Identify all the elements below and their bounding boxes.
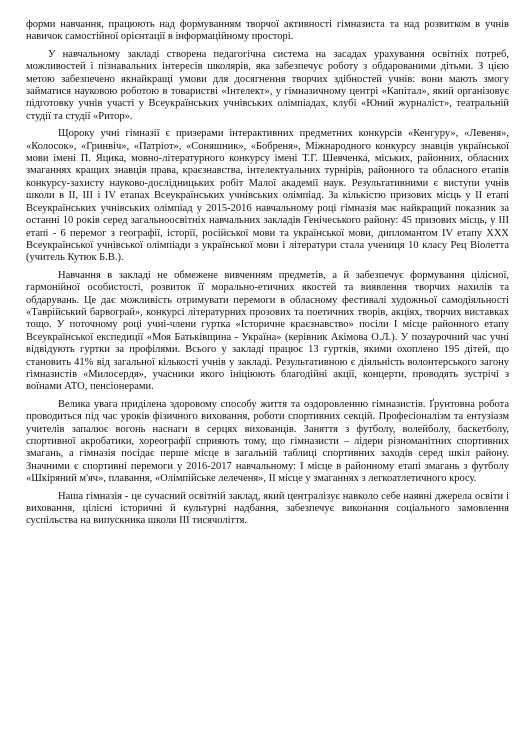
paragraph-health-sports: Велика увага приділена здоровому способу життя та оздоровленню гімназистів. Ґрунтовна робота проводиться під час уроків фізичного виховання, роботи спортивних секцій. Професіоналізм та ентузіазм учителів запалює вогонь наснаги в серцях вихованців. Заняття з футболу, волейболу, баскетболу, спортивної акробатики, хореографії сприяють тому, що гімназисти – лідери різноманітних спортивних змагань, а гімназія посідає перше місце в загальній таблиці спортивних заходів серед шкіл району. Значними є спортивні перемоги у 2016-2017 навчальному: І місце в районному етапі змагань з футболу «Шкіряний м'яч», плавання, «Олімпійське лелеченя», ІІ місце у змаганнях з легкоатлетичного кросу. — [26, 398, 509, 485]
paragraph-pedagogical-system: У навчальному закладі створена педагогічна система на засадах урахування освітніх потреб, можливостей і пізнавальних інтересів школярів, яка забезпечує роботу з обдарованими дітьми. З цією метою забезпечено якнайкращі умови для досягнення творчих здібностей учнів: вони мають змогу займатися науковою роботою в товаристві «Інтелект», у гімназичному центрі «Капітал», який організовує підготовку учнів участі у Всеукраїнських учнівських олімпіадах, клубі «Юний журналіст», театральній студії та студії «Ритор». — [26, 48, 509, 122]
paragraph-education-development: Навчання в закладі не обмежене вивченням предметів, а й забезпечує формування цілісної, гармонійної особистості, розвиток її морально-етичних якостей та виявлення творчих нахилів та обдарувань. Це дає можливість отримувати перемоги в обласному фестивалі художньої самодіяльності «Таврійський барвограй», конкурсі літературних прозових та поетичних творів, акціях, творчих виставках тощо. У поточному році учні-члени гуртка «Історичне краєзнавство» посіли І місце районного етапу Всеукраїнської експедиції «Моя Батьківщина - Україна» (керівник Акімова О.Л.). У позаурочний час учні відвідують гуртки за профілями. Всього у закладі працює 13 гуртків, якими охоплено 195 дітей, що становить 41% від загальної кількості учнів у закладі. Результативною є діяльність волонтерського загону гімназистів «Милосердя», учасники якого ініціюють благодійні акції, концерти, проводять зустрічі з воїнами АТО, пенсіонерами. — [26, 269, 509, 393]
paragraph-competitions: Щороку учні гімназії є призерами інтерактивних предметних конкурсів «Кенгуру», «Левеня», «Колосок», «Гринвіч», «Патріот», «Соняшник», «Бобреня», Міжнародного конкурсу знавців української мови імені П. Яцика, мовно-літературного конкурсу імені Т.Г. Шевченка, міських, районних, обласних змаганнях кращих знавців права, краєзнавства, інтелектуальних турнірів, районного та обласного етапів конкурсу-захисту науково-дослідницьких робіт Малої академії наук. Результативними є виступи учнів школи в ІІ, ІІІ і IV етапах Всеукраїнських учнівських олімпіад. За кількістю призових місць у ІІ етапі Всеукраїнських учнівських олімпіад у 2015-2016 навчальному році гімназія має найкращий показник за останні 10 років серед загальноосвітніх навчальних закладів Генічеського району: 45 призових місць, у ІІІ етапі - 6 перемог з географії, історії, російської мови та української мови, дипломантом IV етапу ХХХ Всеукраїнської учнівської олімпіади з української мови і літератури стала учениця 10 класу Рец Віолетта (учитель Кутюк Б.В.). — [26, 128, 509, 264]
paragraph-continuation: форми навчання, працюють над формуванням творчої активності гімназиста та над розвитком в учнів навичок самостійної орієнтації в інформаційному просторі. — [26, 19, 509, 43]
paragraph-conclusion: Наша гімназія - це сучасний освітній заклад, який централізує навколо себе наявні джерела освіти і виховання, цілісні історичні й культурні надбання, забезпечує виконання соціального замовлення суспільства на випускника школи ІІІ тисячоліття. — [26, 490, 509, 527]
